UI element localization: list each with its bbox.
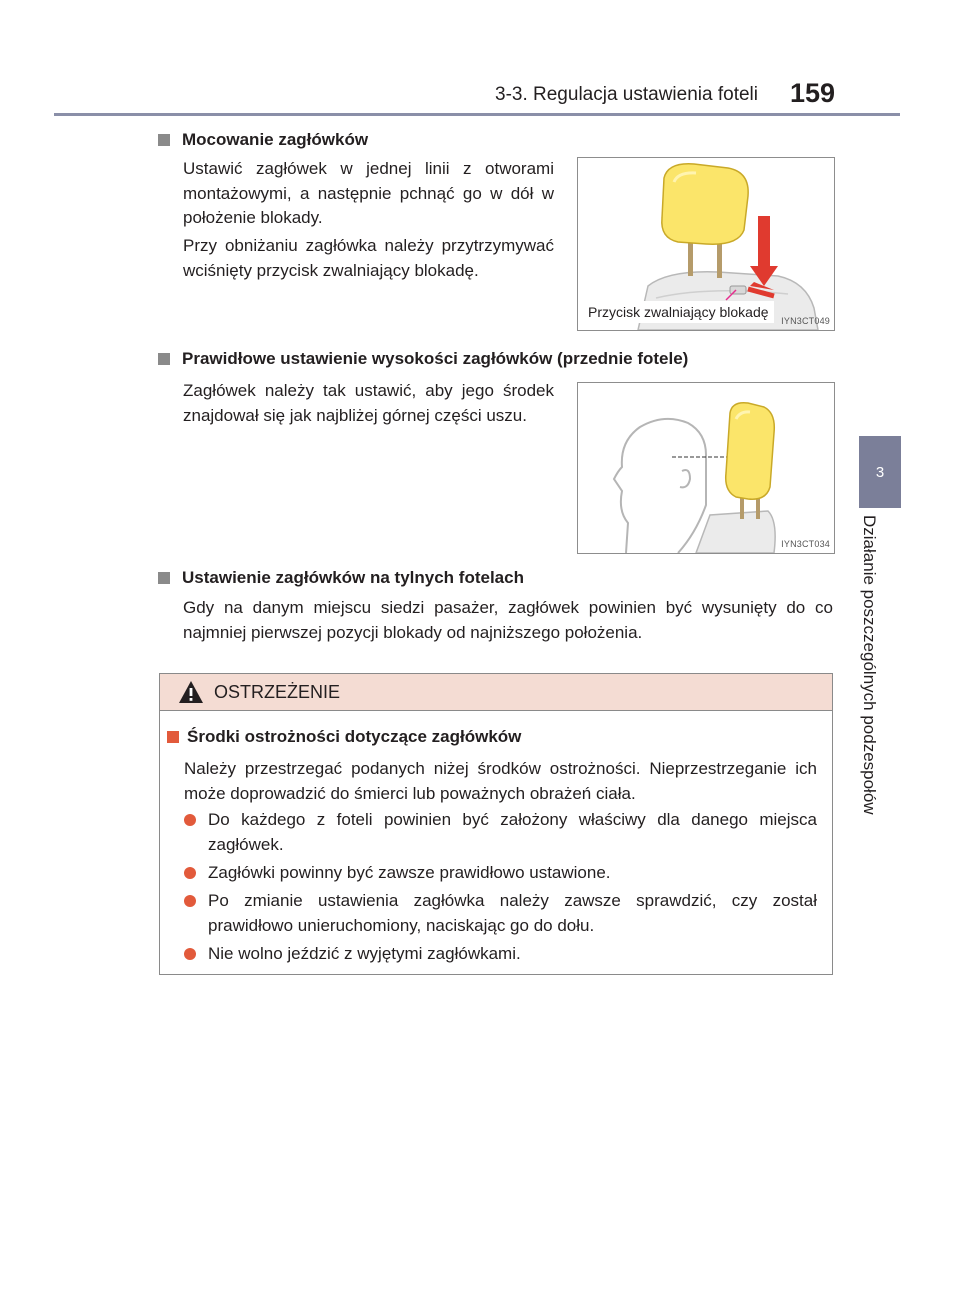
section-heading-text: Ustawienie zagłówków na tylnych fotelach <box>182 568 524 587</box>
square-bullet-icon <box>158 134 170 146</box>
warning-bullet-text: Zagłówki powinny być zawsze prawidłowo ustawione. <box>208 863 611 882</box>
figure-headrest-install <box>577 157 835 331</box>
warning-bullet <box>184 889 817 938</box>
section-heading-mounting <box>158 130 368 150</box>
bullet-dot-icon <box>184 814 196 826</box>
figure-headrest-height <box>577 382 835 554</box>
warning-header <box>160 674 832 711</box>
warning-triangle-icon <box>178 680 204 704</box>
warning-bullet <box>184 942 817 967</box>
warning-bullet-text: Nie wolno jeździć z wyjętymi zagłówkami. <box>208 944 521 963</box>
section-heading-height <box>158 349 688 369</box>
figure-code: IYN3CT034 <box>781 539 830 549</box>
bullet-dot-icon <box>184 867 196 879</box>
section-heading-text: Mocowanie zagłówków <box>182 130 369 149</box>
section-heading-text: Prawidłowe ustawienie wysokości zagłówków (przednie fotele) <box>182 349 689 368</box>
bullet-dot-icon <box>184 948 196 960</box>
warning-bullet-text: Po zmianie ustawienia zagłówka należy zawsze sprawdzić, czy został prawidłowo unieruchomiony, naciskając go do dołu. <box>208 891 817 935</box>
bullet-dot-icon <box>184 895 196 907</box>
warning-box <box>159 673 833 975</box>
chapter-title-vertical: Działanie poszczególnych podzespołów <box>860 515 879 815</box>
chapter-number: 3 <box>875 463 885 481</box>
section-heading-rear <box>158 568 524 588</box>
paragraph: Zagłówek należy tak ustawić, aby jego środek znajdował się jak najbliżej górnej części uszu. <box>183 381 554 425</box>
warning-intro: Należy przestrzegać podanych niżej środków ostrożności. Nieprzestrzeganie ich może doprowadzić do śmierci lub poważnych obrażeń ciała. <box>184 759 817 803</box>
figure-code: IYN3CT049 <box>781 316 830 326</box>
warning-bullet-text: Do każdego z foteli powinien być założony właściwy dla danego miejsca zagłówek. <box>208 810 817 854</box>
figure-caption: Przycisk zwalniający blokadę <box>583 301 774 323</box>
square-bullet-icon <box>167 731 179 743</box>
warning-heading-text: Środki ostrożności dotyczące zagłówków <box>187 727 522 746</box>
square-bullet-icon <box>158 572 170 584</box>
header-divider <box>54 113 900 116</box>
warning-title: OSTRZEŻENIE <box>214 682 341 702</box>
chapter-tab <box>859 436 901 508</box>
paragraph: Ustawić zagłówek w jednej linii z otworami montażowymi, a następnie pchnąć go w dół w położenie blokady. <box>183 159 554 227</box>
headrest-height-illustration <box>578 383 834 553</box>
running-header: 3-3. Regulacja ustawienia foteli <box>495 84 758 105</box>
paragraph: Gdy na danym miejscu siedzi pasażer, zagłówek powinien być wysunięty do co najmniej pierwszej pozycji blokady od najniższego położenia. <box>183 598 833 642</box>
warning-bullet <box>184 861 817 886</box>
page-number: 159 <box>790 78 836 108</box>
paragraph: Przy obniżaniu zagłówka należy przytrzymywać wciśnięty przycisk zwalniający blokadę. <box>183 236 554 280</box>
square-bullet-icon <box>158 353 170 365</box>
warning-bullet <box>184 808 817 857</box>
warning-heading <box>167 727 521 747</box>
